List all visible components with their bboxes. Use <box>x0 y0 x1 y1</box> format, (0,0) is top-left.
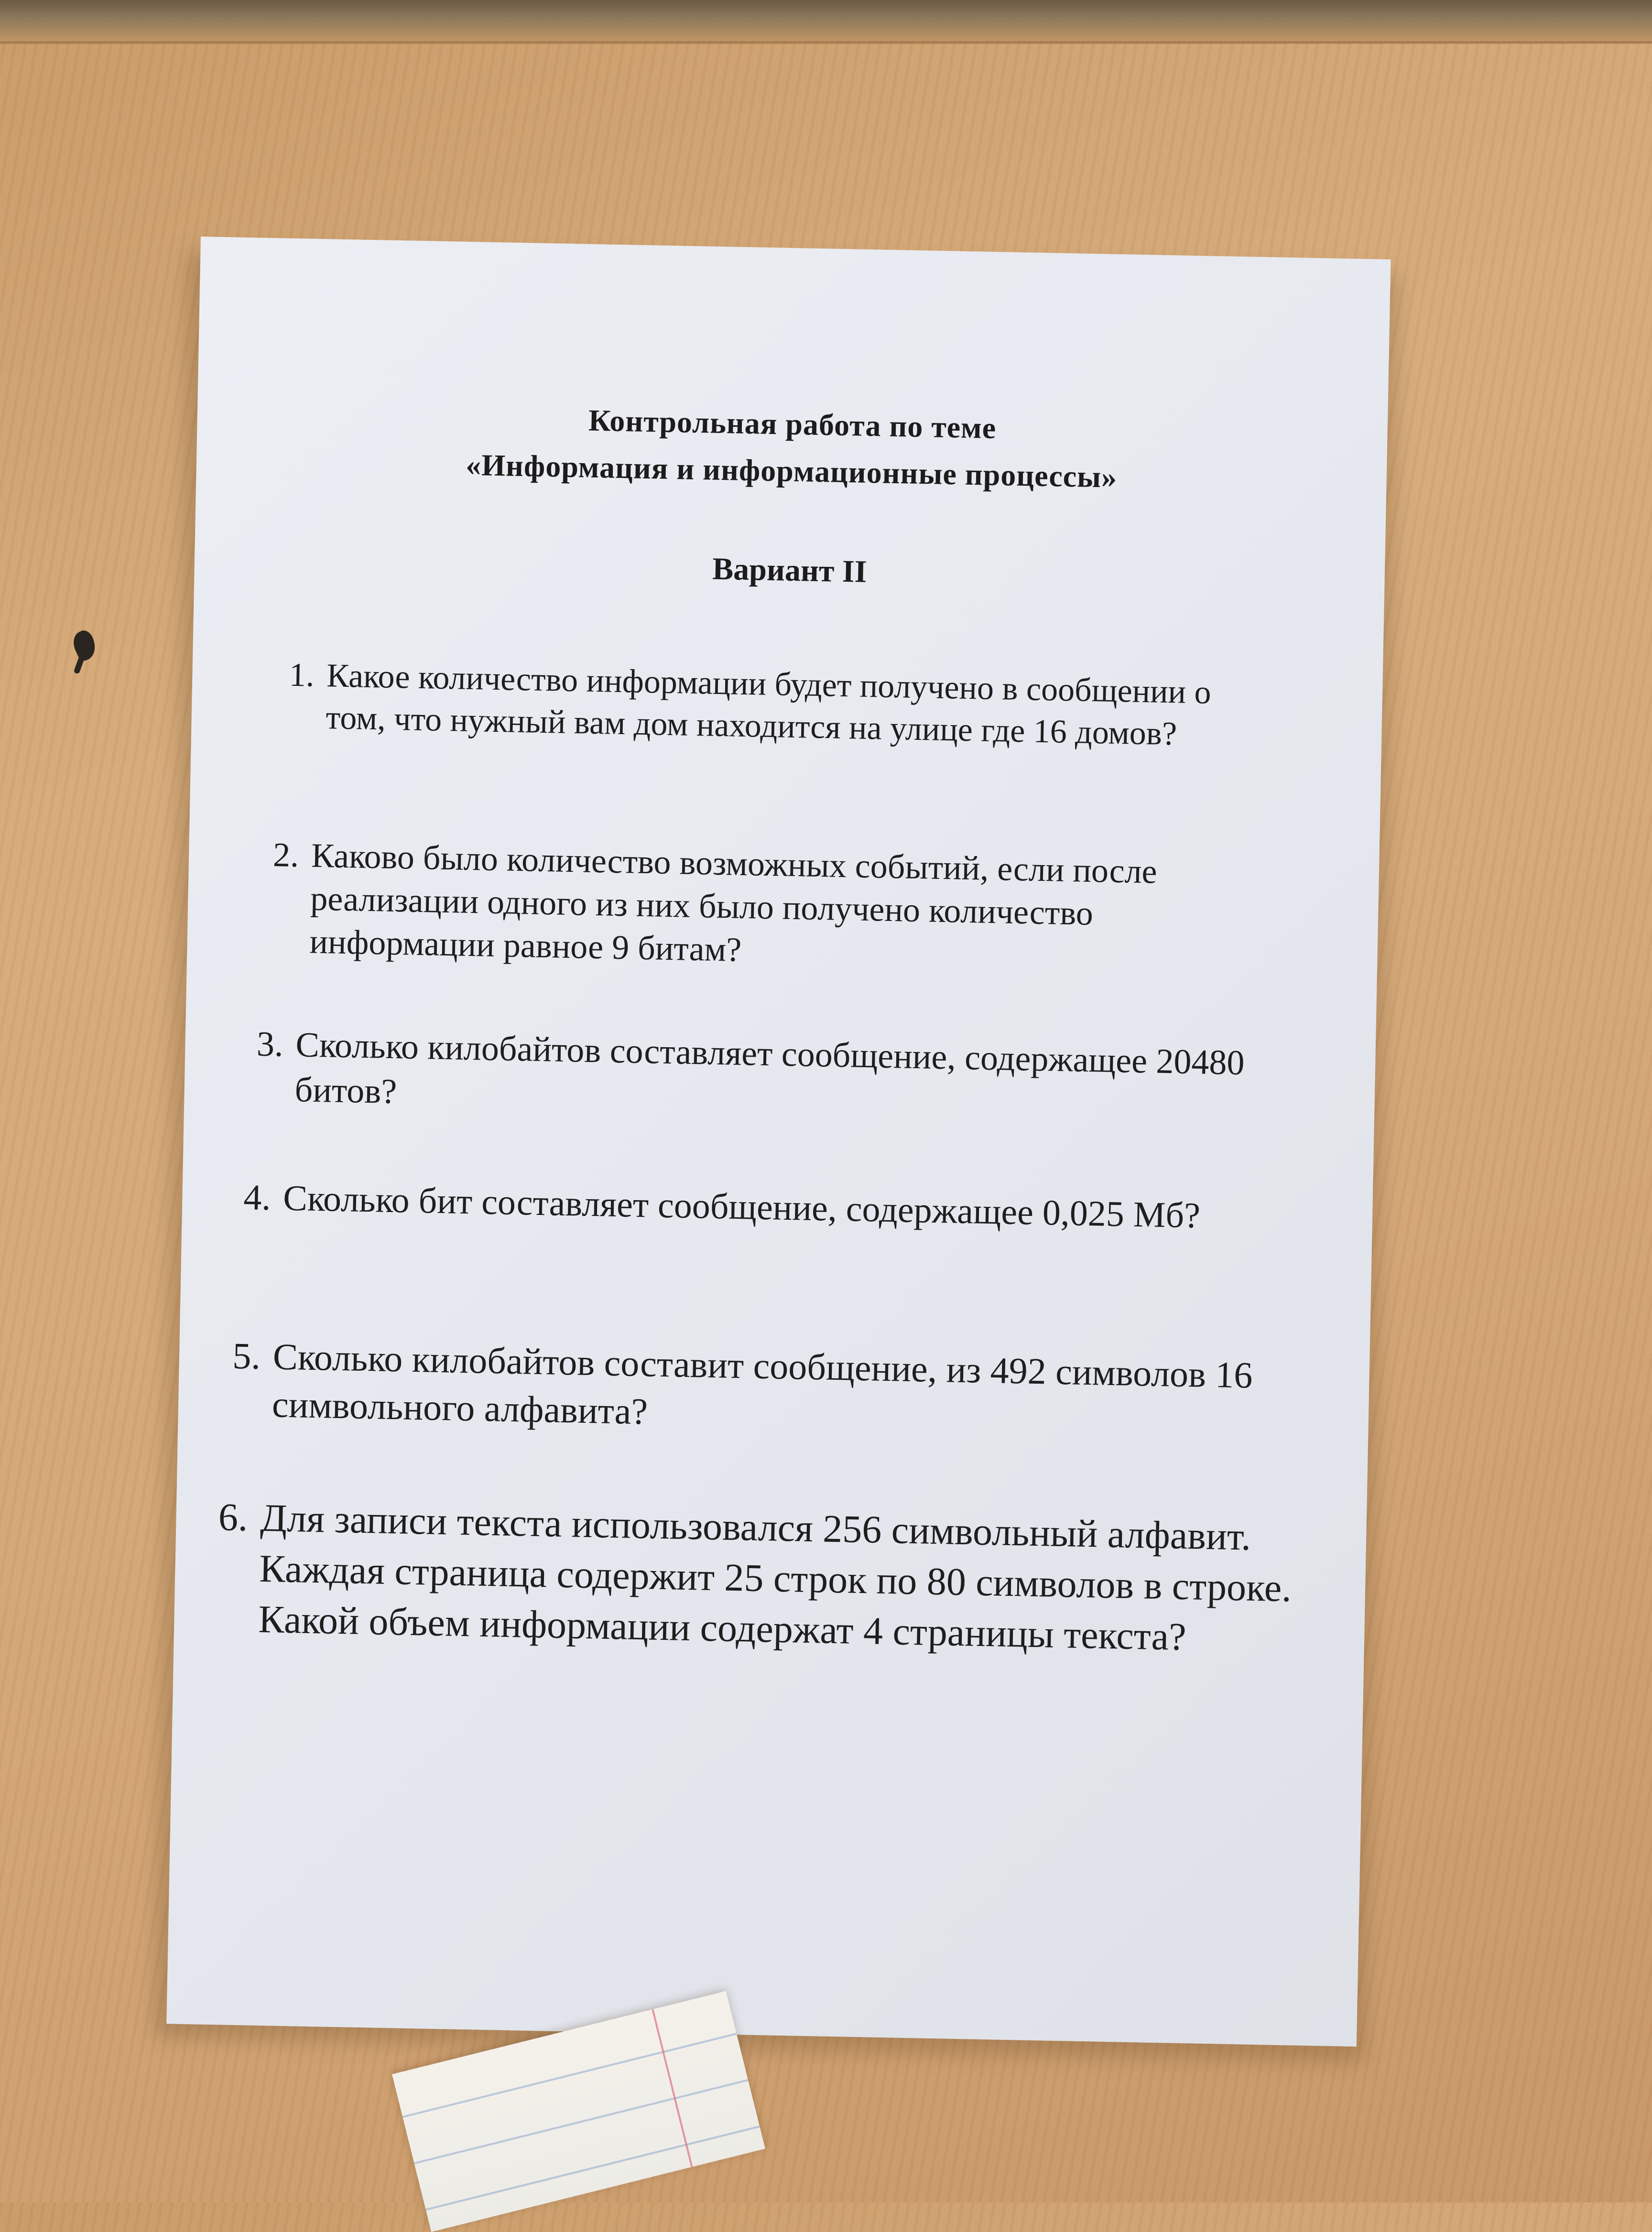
question-item <box>249 833 1279 981</box>
question-number: 2. <box>272 835 299 875</box>
question-text: Сколько килобайтов составляет сообщение, содержащее 20480 битов? <box>294 1025 1245 1112</box>
question-item <box>232 1021 1285 1131</box>
notebook-rule-line <box>414 2079 749 2164</box>
question-item <box>204 1332 1305 1448</box>
question-number: 5. <box>232 1334 261 1377</box>
question-text: Сколько бит составляет сообщение, содержащее 0,025 Мб? <box>283 1178 1201 1236</box>
question-text: Для записи текста использовался 256 символьный алфавит. Каждая страница содержит 25 строк по 80 символов в строке. Какой объем информации содержат 4 страницы текста? <box>258 1495 1292 1659</box>
notebook-rule-line <box>425 2125 760 2210</box>
question-item <box>218 1174 1294 1240</box>
document-title-line-2: «Информация и информационные процессы» <box>465 447 1118 494</box>
question-number: 4. <box>243 1177 272 1218</box>
notebook-margin-line <box>652 2009 693 2167</box>
question-number: 6. <box>218 1495 249 1539</box>
document-header <box>194 390 1388 606</box>
variant-label: Вариант II <box>712 551 868 589</box>
notebook-rule-line <box>402 2033 737 2118</box>
question-number: 1. <box>289 656 315 694</box>
question-text: Сколько килобайтов составит сообщение, из 492 символов 16 символьного алфавита? <box>272 1335 1253 1432</box>
question-text: Каково было количество возможных событий, если после реализации одного из них было получено количество информации равное 9 битам? <box>309 836 1158 969</box>
question-number: 3. <box>256 1024 284 1064</box>
question-item <box>188 1491 1328 1665</box>
ink-blot-tail <box>74 654 86 674</box>
test-sheet <box>166 237 1391 2047</box>
desk-back-edge <box>0 0 1652 43</box>
desk-seam <box>0 41 1652 44</box>
document-title-line-1: Контрольная работа по теме <box>588 403 997 445</box>
question-text: Какое количество информации будет получено в сообщении о том, что нужный вам дом находится на улице где 16 домов? <box>325 657 1212 753</box>
question-item <box>268 654 1273 757</box>
